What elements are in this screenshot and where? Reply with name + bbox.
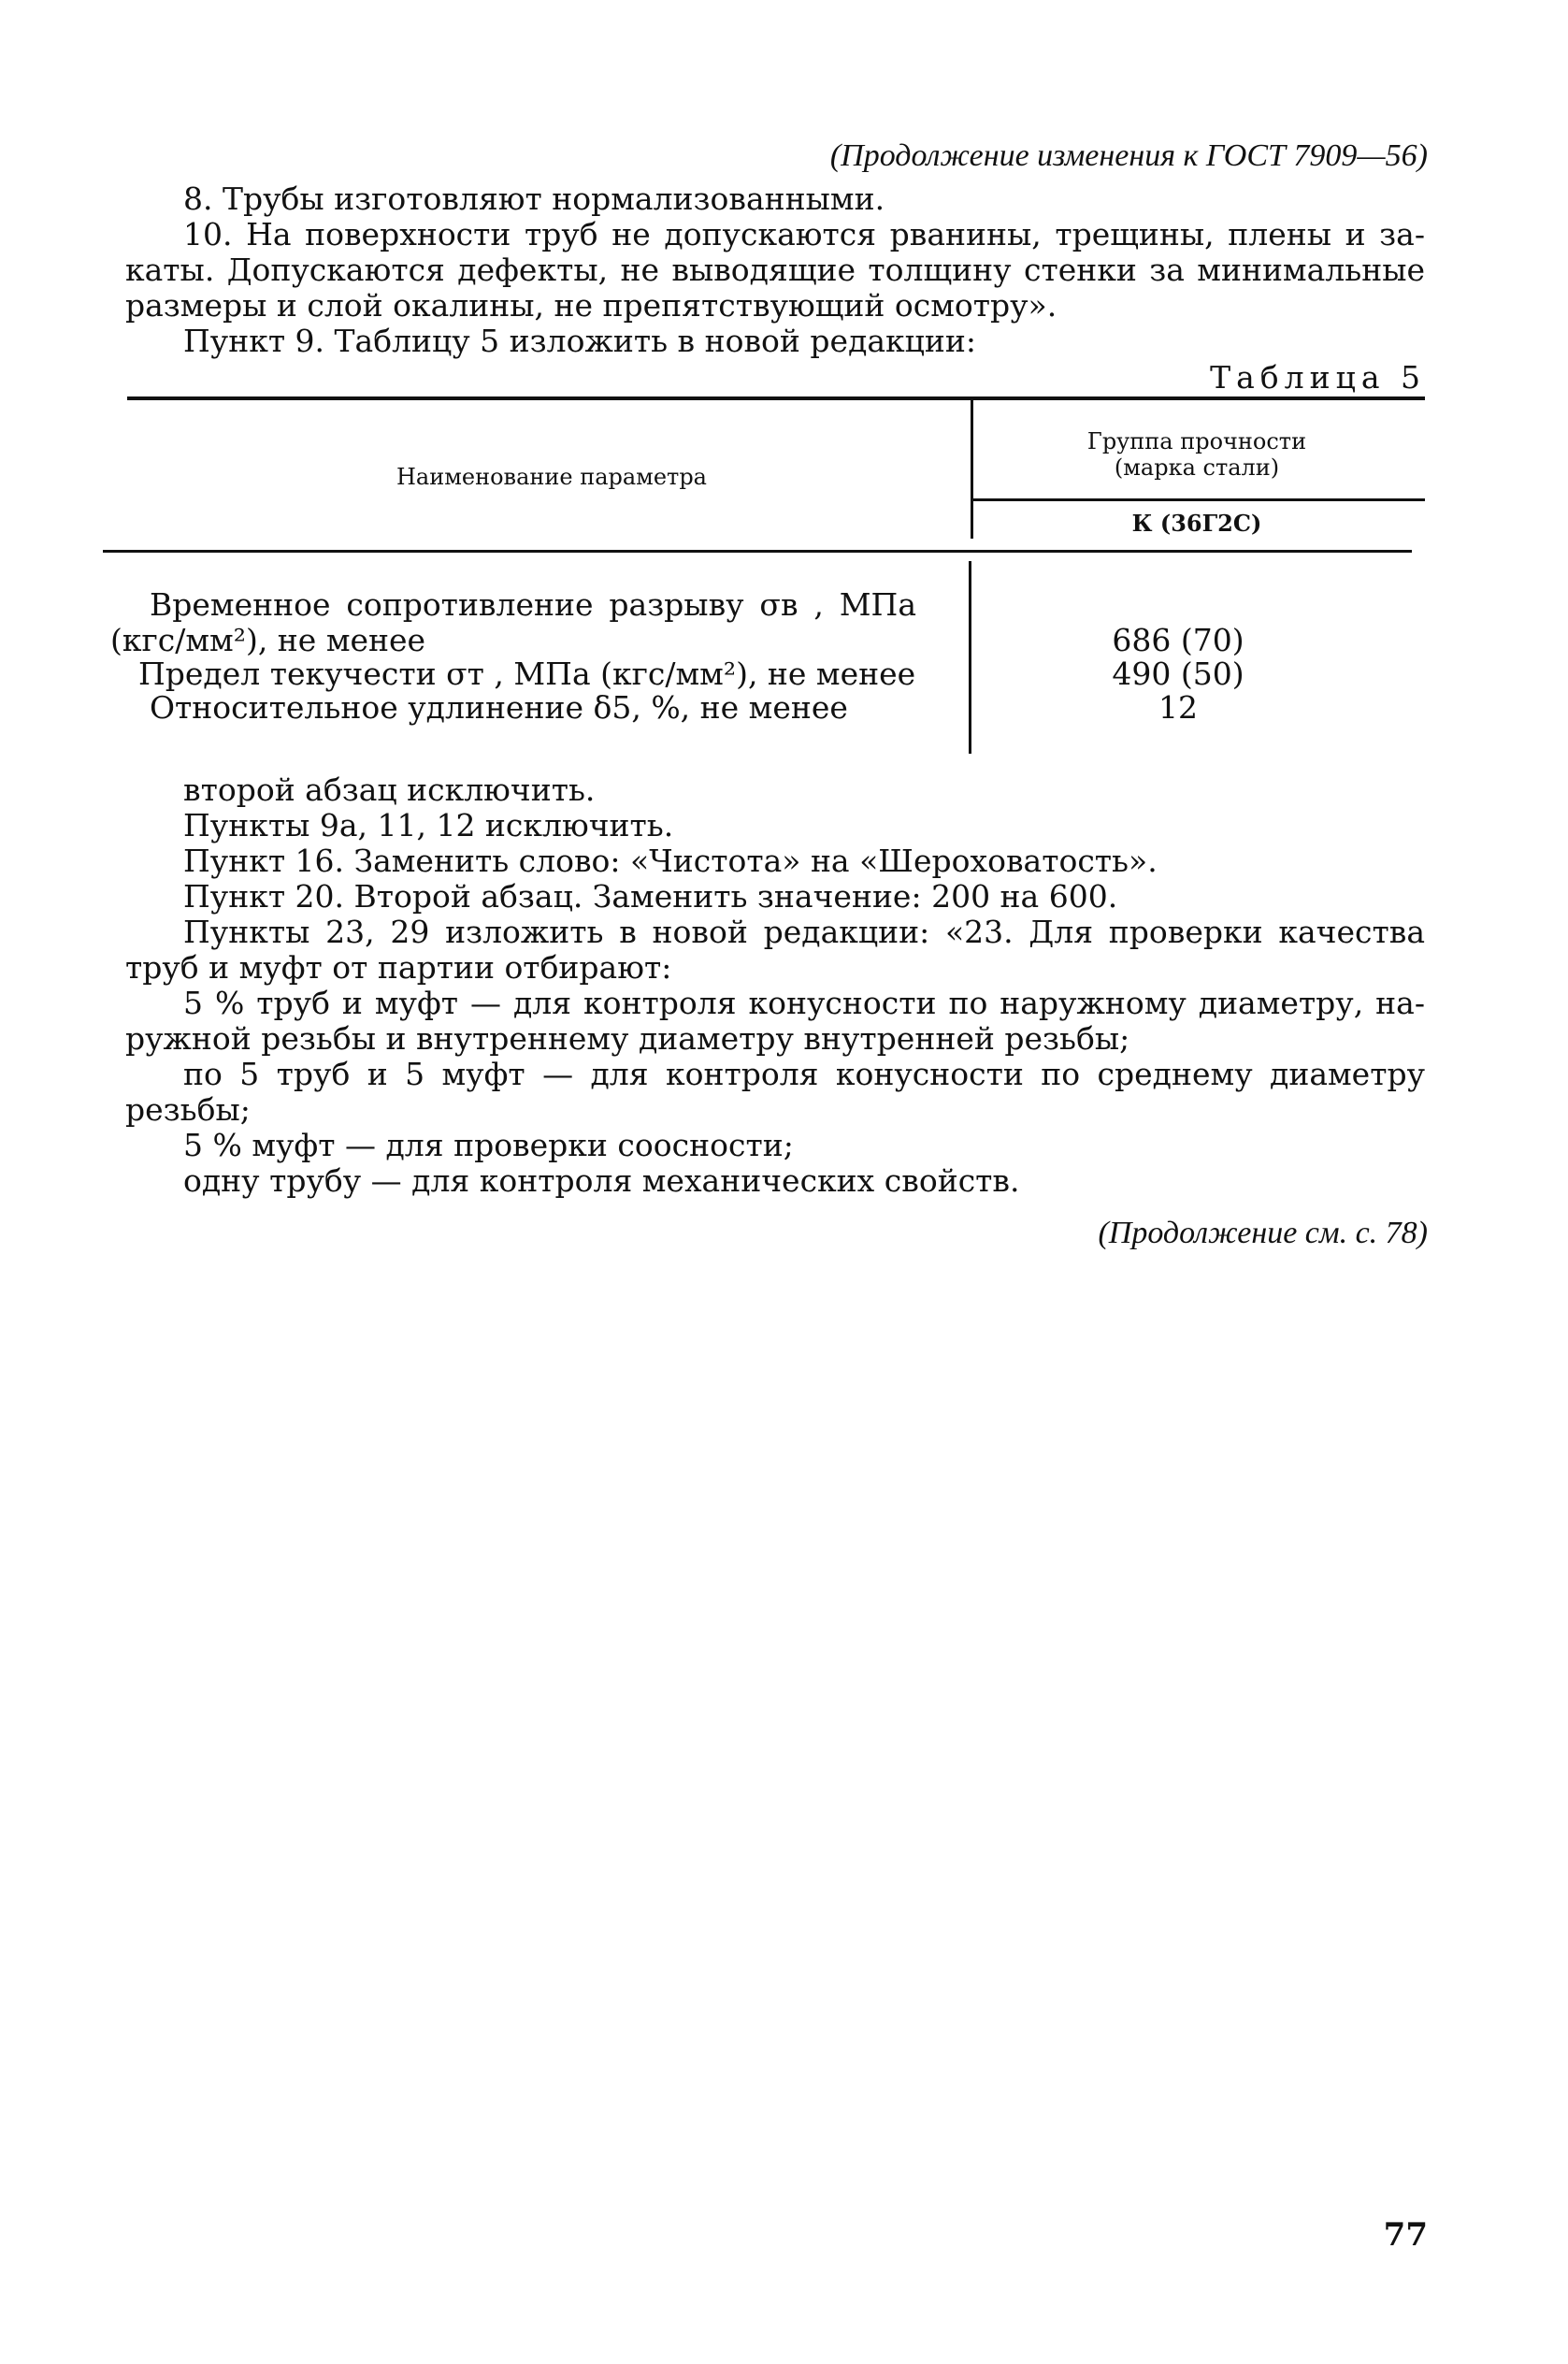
item-8: 8. Трубы изготовляют нормализованными. (183, 180, 885, 217)
item-10-line-3: размеры и слой окалины, не препятствующий осмотру». (125, 287, 1057, 324)
item-10-line-1: 10. На поверхности труб не допускаются рванины, трещины, плены и за- (183, 216, 1425, 252)
table-top-rule (127, 396, 1425, 400)
table-row-1-param-line-1: Временное сопротивление разрыву σв , МПа (150, 586, 916, 623)
table-column-divider (971, 400, 973, 539)
table-caption: Таблица 5 (1210, 359, 1426, 396)
table-row-3-param: Относительное удлинение δ5, %, не менее (150, 689, 848, 726)
table-row-2-value: 490 (50) (1112, 656, 1244, 692)
header-sub-rule (972, 498, 1425, 501)
body-line-9: по 5 труб и 5 муфт — для контроля конусности по среднему диаметру (183, 1056, 1425, 1092)
point-9: Пункт 9. Таблицу 5 изложить в новой редакции: (183, 323, 977, 359)
table-row-1-param-line-2: (кгс/мм²), не менее (110, 622, 426, 658)
table-row-1-value: 686 (70) (1112, 622, 1244, 658)
body-line-5: Пункты 23, 29 изложить в новой редакции: «23. Для проверки качества (183, 914, 1425, 950)
table-header-bottom-rule (103, 550, 1412, 553)
body-line-11: 5 % муфт — для проверки соосности; (183, 1127, 794, 1163)
column-header-strength-group: Группа прочности (1086, 428, 1307, 454)
column-header-steel-grade: (марка стали) (1114, 454, 1280, 481)
continuation-footer: (Продолжение см. с. 78) (1098, 1216, 1428, 1250)
body-line-6: труб и муфт от партии отбирают: (125, 949, 672, 986)
table-row-2-param: Предел текучести σт , МПа (кгс/мм²), не менее (138, 656, 916, 692)
body-line-12: одну трубу — для контроля механических свойств. (183, 1162, 1020, 1199)
body-line-2: Пункты 9а, 11, 12 исключить. (183, 807, 674, 843)
body-line-1: второй абзац исключить. (183, 771, 596, 808)
column-header-parameter: Наименование параметра (396, 464, 707, 490)
table-body-divider (969, 561, 971, 754)
continuation-header: (Продолжение изменения к ГОСТ 7909—56) (829, 138, 1428, 173)
body-line-7: 5 % труб и муфт — для контроля конусности по наружному диаметру, на- (183, 985, 1425, 1021)
body-line-3: Пункт 16. Заменить слово: «Чистота» на «Шероховатость». (183, 843, 1158, 879)
page-number: 77 (1383, 2216, 1428, 2254)
body-line-10: резьбы; (125, 1091, 251, 1128)
item-10-line-2: каты. Допускаются дефекты, не выводящие толщину стенки за минимальные (125, 252, 1425, 288)
body-line-4: Пункт 20. Второй абзац. Заменить значение: 200 на 600. (183, 878, 1118, 915)
table-row-3-value: 12 (1158, 689, 1198, 726)
body-line-8: ружной резьбы и внутреннему диаметру внутренней резьбы; (125, 1020, 1130, 1057)
column-subheader-grade: К (36Г2С) (1131, 510, 1262, 537)
